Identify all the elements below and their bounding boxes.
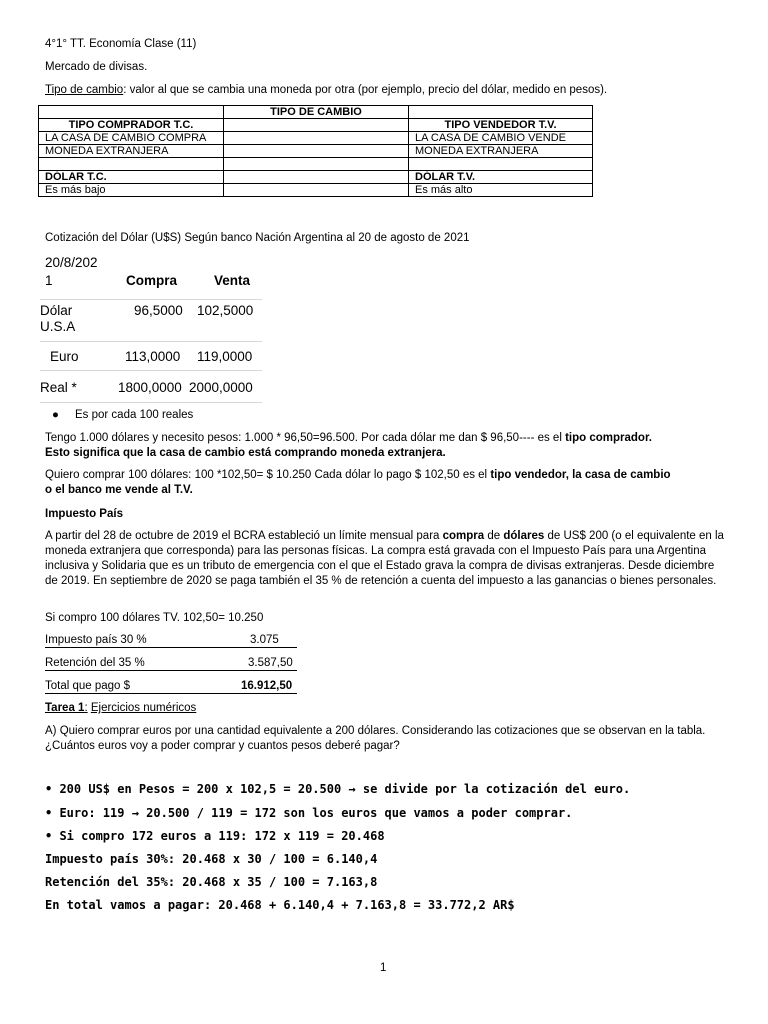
table-row <box>39 119 593 132</box>
paragraph-text: A partir del 28 de octubre de 2019 el BCRA estableció un límite mensual para <box>45 530 443 542</box>
quote-currency: U.S.A <box>40 319 76 334</box>
task-title: Ejercicios numéricos <box>90 702 197 714</box>
calc-row <box>45 633 297 648</box>
table-cell: TIPO COMPRADOR T.C. <box>39 119 224 132</box>
paragraph-text: de <box>484 530 504 542</box>
paragraph-text: Tengo 1.000 dólares y necesito pesos: 1.000 * 96,50=96.500. Por cada dólar me dan $ 96,50---- es el <box>45 432 566 444</box>
definition-term: Tipo de cambio <box>45 84 124 96</box>
table-title: TIPO DE CAMBIO <box>224 106 409 119</box>
quote-divider <box>40 402 262 403</box>
document-header: 4°1° TT. Economía Clase (11) <box>45 38 197 50</box>
quote-col-buy: Compra <box>126 273 178 288</box>
quote-sell-value: 119,0000 <box>197 349 253 364</box>
table-cell: DÓLAR T.V. <box>409 171 593 184</box>
answer-line: Retención del 35%: 20.468 x 35 / 100 = 7.163,8 <box>45 875 378 889</box>
calc-value: 3.587,50 <box>248 657 293 669</box>
table-cell: Es más alto <box>409 184 593 197</box>
table-cell <box>224 132 409 145</box>
table-cell <box>224 158 409 171</box>
quote-date: 20/8/202 <box>45 255 98 270</box>
table-row <box>39 145 593 158</box>
table-cell: MONEDA EXTRANJERA <box>39 145 224 158</box>
definition <box>45 83 607 97</box>
table-cell <box>39 158 224 171</box>
quote-buy-value: 1800,0000 <box>118 380 182 395</box>
quote-divider <box>40 341 262 342</box>
bullet-note: Es por cada 100 reales <box>75 409 194 421</box>
quote-divider <box>40 370 262 371</box>
table-row <box>39 158 593 171</box>
answer-line: • 200 US$ en Pesos = 200 x 102,5 = 20.500 → se divide por la cotización del euro. <box>45 782 631 796</box>
table-row <box>39 132 593 145</box>
calc-label: Total que pago $ <box>45 680 131 692</box>
table-cell: DÓLAR T.C. <box>39 171 224 184</box>
paragraph-emphasis: compra <box>442 530 485 542</box>
table-row <box>39 171 593 184</box>
paragraph-emphasis: tipo vendedor, la casa de cambio <box>490 469 671 481</box>
calc-label: Retención del 35 % <box>45 657 145 669</box>
bullet-icon: ● <box>52 409 59 421</box>
quote-buy-value: 113,0000 <box>125 349 181 364</box>
paragraph-seller <box>45 468 725 498</box>
quote-col-sell: Venta <box>214 273 251 288</box>
answer-line: • Euro: 119 → 20.500 / 119 = 172 son los euros que vamos a poder comprar. <box>45 806 573 820</box>
paragraph-text: Quiero comprar 100 dólares: 100 *102,50= $ 10.250 Cada dólar lo pago $ 102,50 es el <box>45 469 491 481</box>
task-label: Tarea 1 <box>45 702 85 714</box>
paragraph-emphasis: Esto significa que la casa de cambio está comprando moneda extranjera. <box>45 447 446 459</box>
calc-value: 16.912,50 <box>241 680 293 692</box>
table-cell <box>224 184 409 197</box>
calc-row <box>45 679 297 694</box>
calc-row <box>45 656 297 671</box>
section-title: Impuesto País <box>45 508 123 520</box>
paragraph-emphasis: tipo comprador. <box>565 432 652 444</box>
quote-divider <box>40 299 262 300</box>
table-cell <box>224 119 409 132</box>
answer-line: En total vamos a pagar: 20.468 + 6.140,4 + 7.163,8 = 33.772,2 AR$ <box>45 898 515 912</box>
exchange-type-table <box>38 105 593 197</box>
page-number: 1 <box>380 962 387 974</box>
table-cell: TIPO VENDEDOR T.V. <box>409 119 593 132</box>
table-cell: MONEDA EXTRANJERA <box>409 145 593 158</box>
quote-currency: Real * <box>40 380 77 395</box>
quote-sell-value: 102,5000 <box>197 303 254 318</box>
quote-date: 1 <box>45 273 53 288</box>
answer-line: Impuesto país 30%: 20.468 x 30 / 100 = 6.140,4 <box>45 852 378 866</box>
paragraph-tax <box>45 529 725 589</box>
table-cell <box>224 171 409 184</box>
answer-line: • Si compro 172 euros a 119: 172 x 119 = 20.468 <box>45 829 385 843</box>
calc-value: 3.075 <box>250 634 279 646</box>
table-empty-cell <box>409 106 593 119</box>
quote-currency: Dólar <box>40 303 73 318</box>
paragraph-text: de US$ 200 (o el equivalente en la moneda extranjera que corresponda) para las personas físicas. La compra está gravada con el Impuesto País para una Argentina inclusiva y Solidaria que es un tributo de emergencia con el que el Estado grava la compra de divisas extranjeras. Desde diciembre de 2019. En septiembre de 2020 se paga también el 35 % de retención a cuenta del impuesto a las ganancias o bienes personales. <box>45 530 724 587</box>
quote-currency: Euro <box>50 349 79 364</box>
table-cell: Es más bajo <box>39 184 224 197</box>
table-row <box>39 184 593 197</box>
definition-text: : valor al que se cambia una moneda por otra (por ejemplo, precio del dólar, medido en pesos). <box>123 84 608 96</box>
quote-sell-value: 2000,0000 <box>189 380 253 395</box>
table-cell <box>224 145 409 158</box>
paragraph-emphasis: dólares <box>503 530 545 542</box>
task-heading: Tarea 1: Ejercicios numéricos <box>45 702 197 714</box>
table-cell <box>409 158 593 171</box>
table-cell: LA CASA DE CAMBIO COMPRA <box>39 132 224 145</box>
calc-label: Impuesto país 30 % <box>45 634 147 646</box>
buy-line: Si compro 100 dólares TV. 102,50= 10.250 <box>45 612 264 624</box>
subtitle: Mercado de divisas. <box>45 61 148 73</box>
table-cell: LA CASA DE CAMBIO VENDE <box>409 132 593 145</box>
quote-caption: Cotización del Dólar (U$S) Según banco Nación Argentina al 20 de agosto de 2021 <box>45 232 470 244</box>
quote-buy-value: 96,5000 <box>134 303 183 318</box>
paragraph-emphasis: o el banco me vende al T.V. <box>45 484 193 496</box>
question-a: A) Quiero comprar euros por una cantidad equivalente a 200 dólares. Considerando las cotizaciones que se observan en la tabla. ¿Cuántos euros voy a poder comprar y cuantos pesos deberé pagar? <box>45 725 706 752</box>
paragraph-buyer <box>45 431 725 461</box>
table-empty-cell <box>39 106 224 119</box>
